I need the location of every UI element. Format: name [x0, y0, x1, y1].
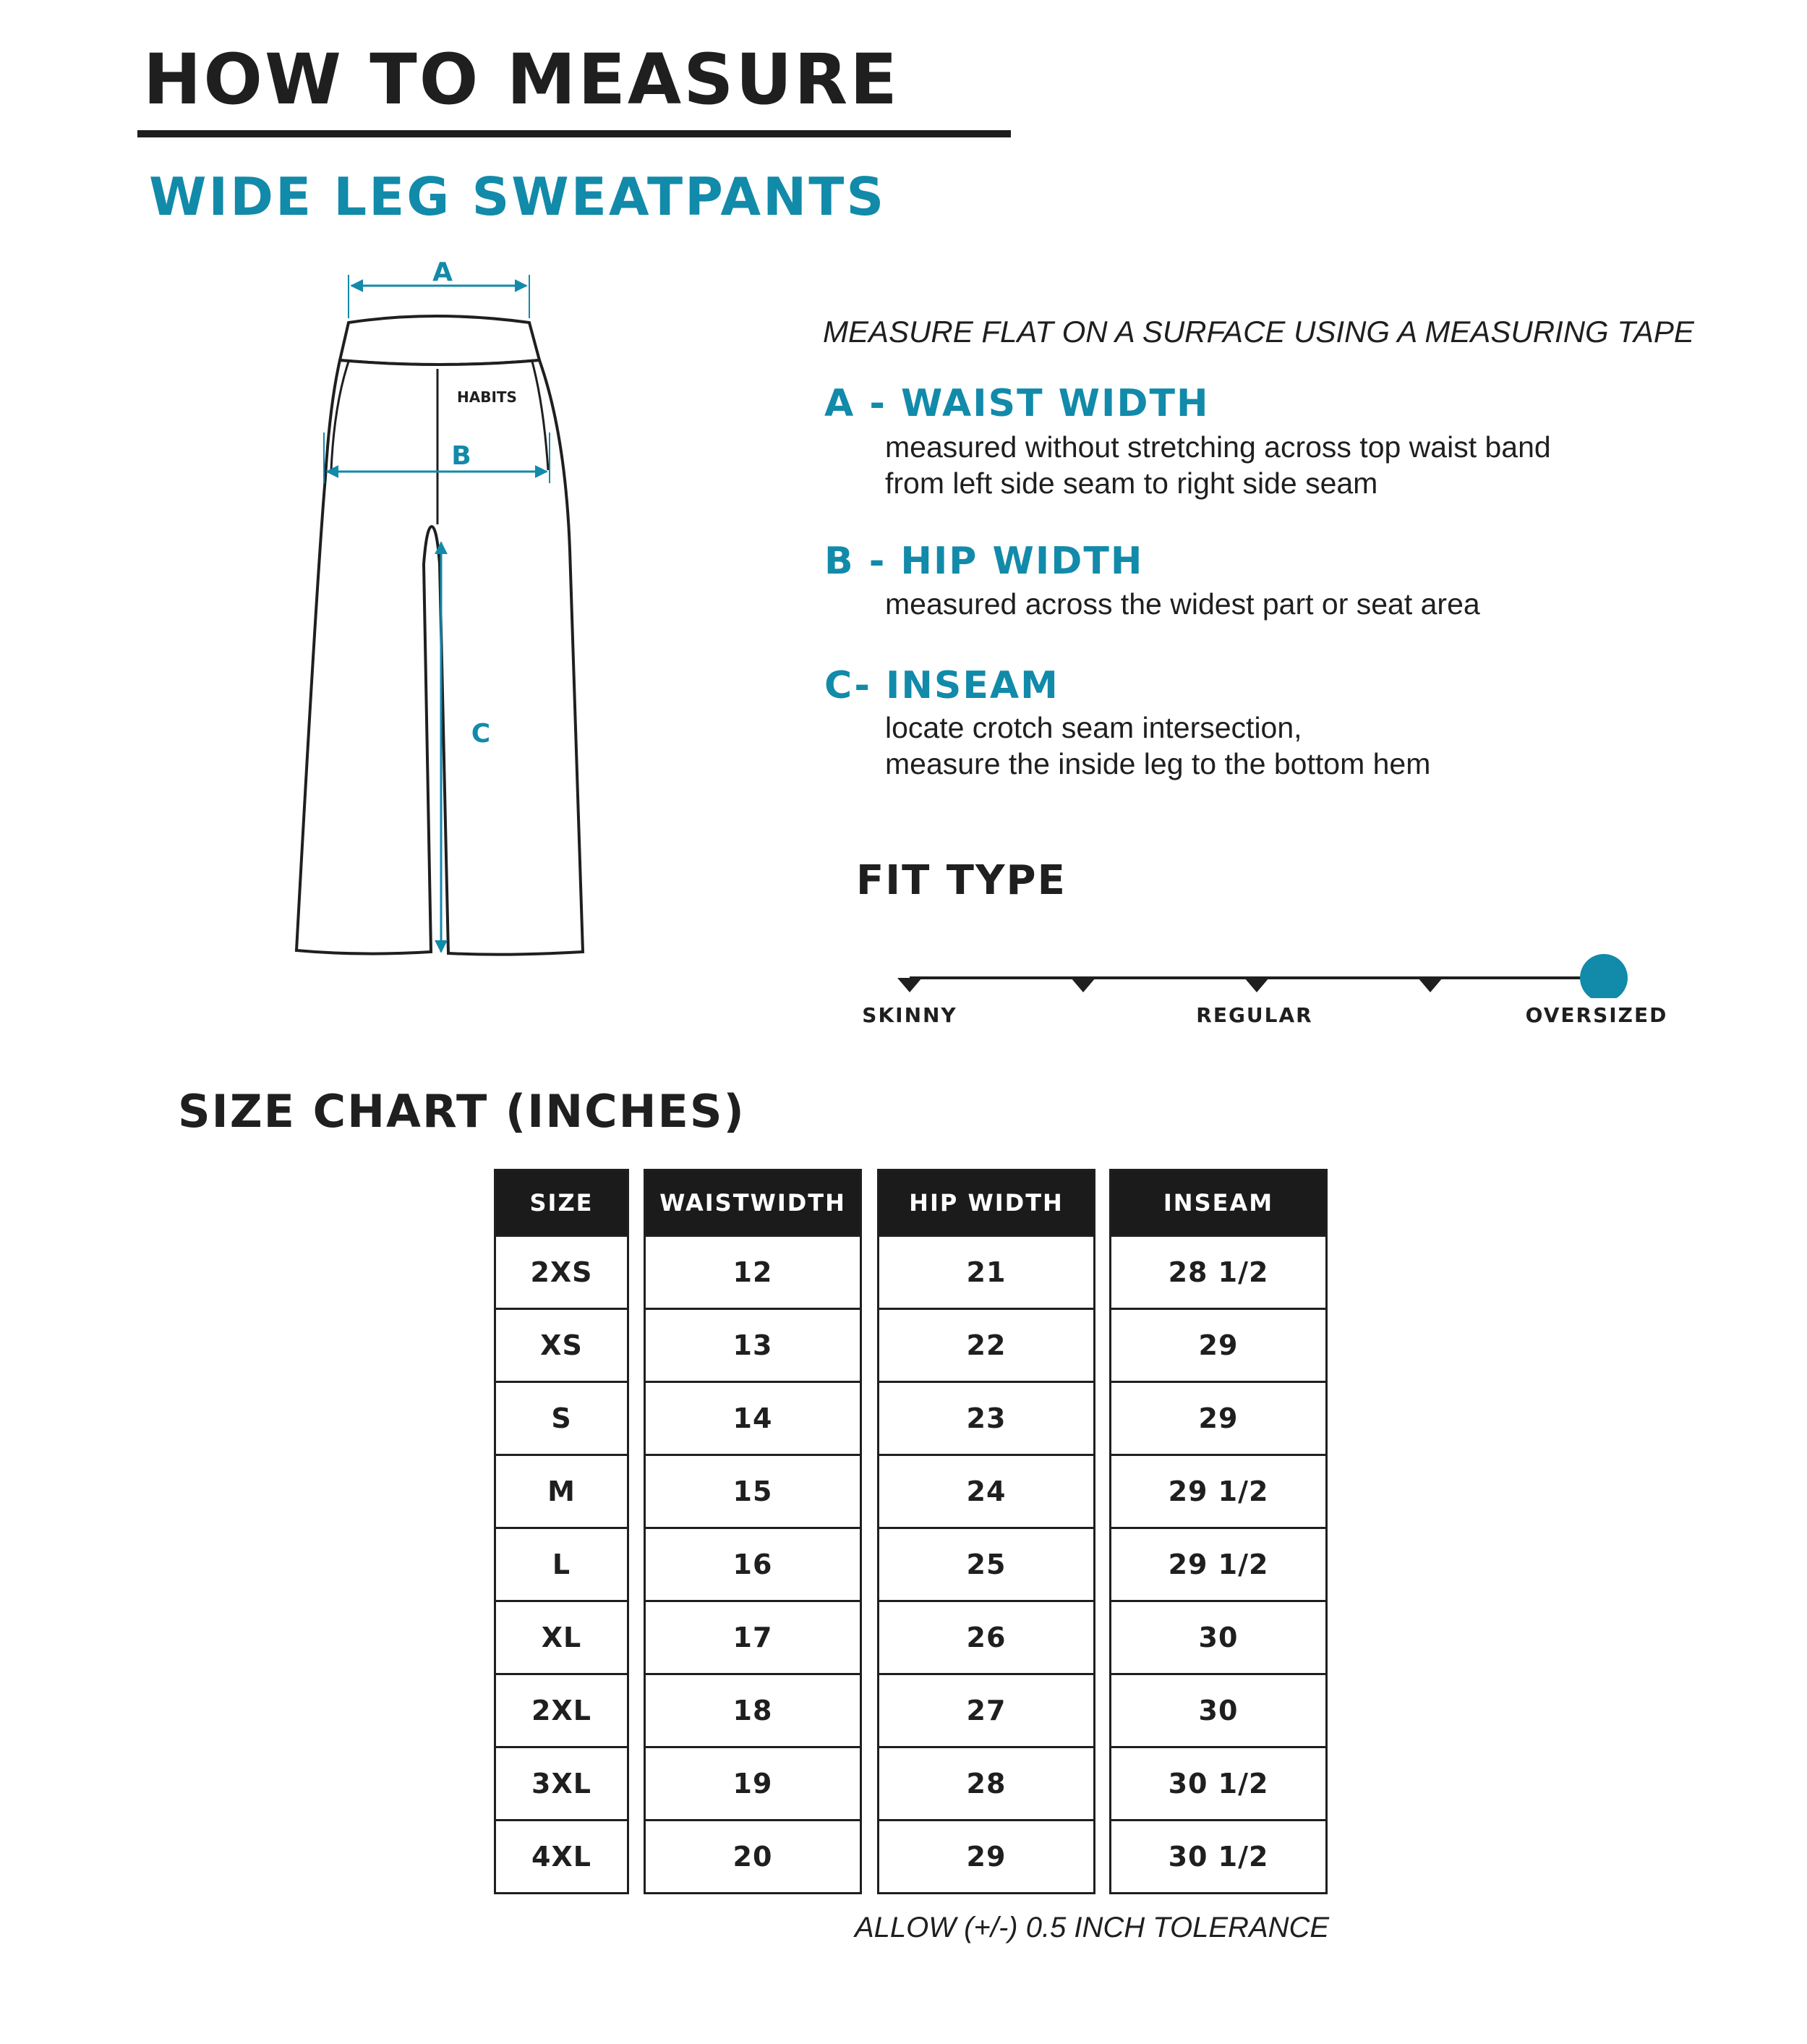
- table-cell: 25: [879, 1527, 1093, 1600]
- inseam-desc-2: measure the inside leg to the bottom hem: [885, 747, 1431, 780]
- column-header-size: [496, 1171, 627, 1235]
- table-cell: 2XS: [496, 1235, 627, 1308]
- column-header-text: SIZE: [529, 1189, 594, 1217]
- table-cell: 30: [1111, 1600, 1325, 1673]
- hip-width-heading: B - HIP WIDTH: [824, 540, 1144, 583]
- table-cell: 13: [646, 1308, 860, 1381]
- table-cell: 29: [1111, 1381, 1325, 1454]
- pants-diagram: [275, 250, 607, 973]
- column-waist-width: [644, 1169, 862, 1894]
- table-cell: S: [496, 1381, 627, 1454]
- table-cell: 26: [879, 1600, 1093, 1673]
- column-header-text: WIDTH: [750, 1189, 846, 1217]
- tolerance-note: ALLOW (+/-) 0.5 INCH TOLERANCE: [855, 1912, 1330, 1943]
- table-cell: 28 1/2: [1111, 1235, 1325, 1308]
- page-title: HOW TO MEASURE: [143, 39, 900, 120]
- table-cell: 28: [879, 1746, 1093, 1819]
- table-cell: 21: [879, 1235, 1093, 1308]
- fit-type-title: FIT TYPE: [856, 857, 1067, 904]
- waist-width-heading: A - WAIST WIDTH: [824, 382, 1210, 425]
- fit-selected-marker: [1580, 954, 1628, 998]
- pants-outline: [296, 360, 583, 955]
- table-cell: 20: [646, 1819, 860, 1892]
- column-header-text: HIP WIDTH: [909, 1189, 1064, 1217]
- column-header-text: WAIST: [659, 1189, 751, 1217]
- table-cell: 24: [879, 1454, 1093, 1527]
- table-cell: 30 1/2: [1111, 1746, 1325, 1819]
- table-cell: 22: [879, 1308, 1093, 1381]
- table-cell: 17: [646, 1600, 860, 1673]
- fit-step-marker: [897, 978, 922, 992]
- table-cell: 3XL: [496, 1746, 627, 1819]
- waist-width-desc-1: measured without stretching across top waist band: [885, 430, 1551, 464]
- fit-step-marker: [1244, 978, 1269, 992]
- waistband-outline: [340, 316, 539, 365]
- table-cell: 4XL: [496, 1819, 627, 1892]
- column-hip-width: [877, 1169, 1095, 1894]
- fit-label-regular: REGULAR: [1196, 1003, 1313, 1027]
- fit-label-skinny: SKINNY: [862, 1003, 957, 1027]
- label-c: C: [471, 719, 491, 749]
- waist-width-desc-2: from left side seam to right side seam: [885, 467, 1378, 500]
- column-inseam: [1109, 1169, 1328, 1894]
- measure-intro: MEASURE FLAT ON A SURFACE USING A MEASURING TAPE: [823, 315, 1694, 349]
- table-cell: 14: [646, 1381, 860, 1454]
- table-cell: 12: [646, 1235, 860, 1308]
- inseam-heading: C- INSEAM: [824, 664, 1059, 707]
- table-cell: 30: [1111, 1673, 1325, 1746]
- label-a: A: [432, 257, 453, 287]
- table-cell: 15: [646, 1454, 860, 1527]
- fit-step-marker: [1071, 978, 1095, 992]
- table-cell: XS: [496, 1308, 627, 1381]
- table-cell: 23: [879, 1381, 1093, 1454]
- table-cell: L: [496, 1527, 627, 1600]
- table-cell: XL: [496, 1600, 627, 1673]
- table-cell: 2XL: [496, 1673, 627, 1746]
- fit-label-oversized: OVERSIZED: [1525, 1003, 1668, 1027]
- table-cell: 29: [1111, 1308, 1325, 1381]
- column-header-text: INSEAM: [1163, 1189, 1274, 1217]
- inseam-desc-1: locate crotch seam intersection,: [885, 711, 1302, 744]
- table-cell: 16: [646, 1527, 860, 1600]
- column-header-inseam: [1111, 1171, 1325, 1235]
- size-chart-title: SIZE CHART (INCHES): [178, 1085, 746, 1138]
- table-cell: 29 1/2: [1111, 1527, 1325, 1600]
- fit-step-marker: [1418, 978, 1443, 992]
- table-cell: 29 1/2: [1111, 1454, 1325, 1527]
- table-cell: 29: [879, 1819, 1093, 1892]
- table-cell: 30 1/2: [1111, 1819, 1325, 1892]
- column-size: [494, 1169, 629, 1894]
- table-cell: 27: [879, 1673, 1093, 1746]
- product-subtitle: WIDE LEG SWEATPANTS: [149, 166, 887, 227]
- brand-logo: HABITS: [457, 388, 517, 406]
- column-header-hip-width: [879, 1171, 1093, 1235]
- hip-width-desc-1: measured across the widest part or seat area: [885, 587, 1480, 621]
- table-cell: M: [496, 1454, 627, 1527]
- column-header-waist-width: [646, 1171, 860, 1235]
- title-underline: [137, 130, 1011, 137]
- label-b: B: [451, 441, 471, 471]
- table-cell: 18: [646, 1673, 860, 1746]
- fit-type-scale: [839, 940, 1663, 998]
- table-cell: 19: [646, 1746, 860, 1819]
